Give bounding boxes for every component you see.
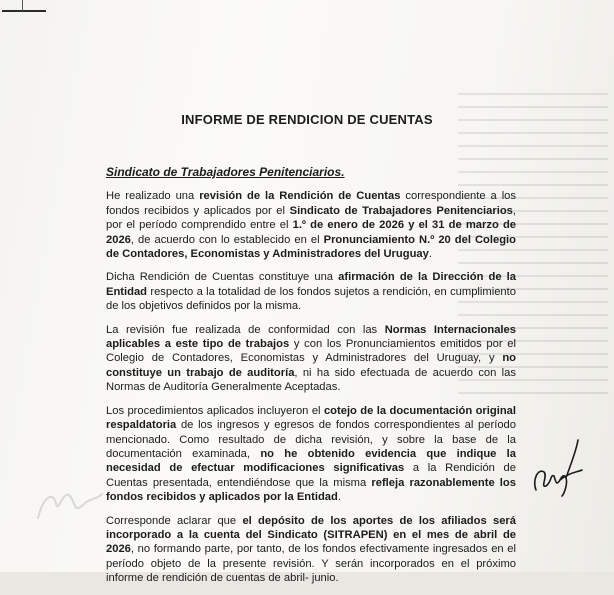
bold-text-run: 1.º de enero de 2026 y el 31 de marzo de 2026 (106, 219, 516, 246)
bold-text-run: refleja razonablemente los fondos recibidos y aplicados por la Entidad (106, 476, 516, 504)
text-run: , no formando parte, por tanto, de los fondos efectivamente ingresados en el período objeto de la presente revisión. Y serán incorporados en el próximo informe de rendición de cuentas de abril- junio. (106, 543, 516, 585)
document-body (106, 165, 516, 595)
corner-mark (2, 10, 46, 12)
text-run: , por el período comprendido entre el (106, 204, 516, 232)
text-run: , ni ha sido efectuada de acuerdo con las Normas de Auditoría Generalmente Aceptadas. (106, 366, 516, 394)
text-run: y con los Pronunciamientos emitidos por el Colegio de Contadores, Economistas y Administradores del Uruguay, y (106, 338, 516, 365)
paragraph (106, 189, 516, 261)
text-run: correspondiente a los fondos recibidos y aplicados por el (106, 190, 516, 217)
paragraph (106, 404, 516, 505)
document-heading: Sindicato de Trabajadores Penitenciarios. (106, 165, 345, 179)
text-run: . (428, 248, 432, 261)
text-run: La revisión fue realizada de conformidad con las (106, 323, 385, 336)
text-run: Dicha Rendición de Cuentas constituye una (106, 271, 339, 284)
paragraph (106, 323, 516, 395)
bold-text-run: el depósito de los aportes de los afiliados será incorporado a la cuenta del Sindicato (SITRAPEN) en el mes de abril de 2026 (106, 514, 516, 556)
bold-text-run: Pronunciamiento N.º 20 del Colegio de Contadores, Economistas y Administradores del Uruguay (106, 233, 516, 261)
text-run: respecto a la totalidad de los fondos sujetos a rendición, en cumplimiento de los objetivos definidos por la misma. (106, 285, 516, 313)
document-title: INFORME DE RENDICION DE CUENTAS (181, 112, 433, 127)
paragraph (106, 514, 516, 586)
bold-text-run: no he obtenido evidencia que indique la necesidad de efectuar modificaciones significativas (106, 447, 516, 475)
bold-text-run: afirmación de la Dirección de la Entidad (106, 271, 516, 298)
bold-text-run: no constituye un trabajo de auditoría (106, 352, 516, 379)
bold-text-run: cotejo de la documentación original respaldatoria (106, 404, 516, 432)
paragraph (106, 270, 516, 313)
text-run: de los ingresos y egresos de fondos correspondientes al período mencionado. Como resultado de dicha revisión, y sobre la base de la documentación examinada, (106, 419, 516, 460)
corner-tick (22, 0, 23, 11)
bold-text-run: Normas Internacionales aplicables a este tipo de trabajos (106, 323, 516, 351)
text-run: a la Rendición de Cuentas presentada, entendiéndose que la misma (106, 462, 516, 489)
bold-text-run: Sindicato de Trabajadores Penitenciarios (289, 204, 513, 217)
text-run: . (337, 491, 341, 504)
faded-stamp-mark (30, 474, 110, 534)
text-run: He realizado una (106, 190, 200, 203)
handwritten-signature (526, 436, 584, 498)
text-run: Corresponde aclarar que (106, 514, 243, 527)
text-run: Los procedimientos aplicados incluyeron el (106, 404, 324, 417)
bold-text-run: revisión de la Rendición de Cuentas (199, 190, 401, 203)
text-run: , de acuerdo con lo establecido en el (130, 233, 324, 246)
